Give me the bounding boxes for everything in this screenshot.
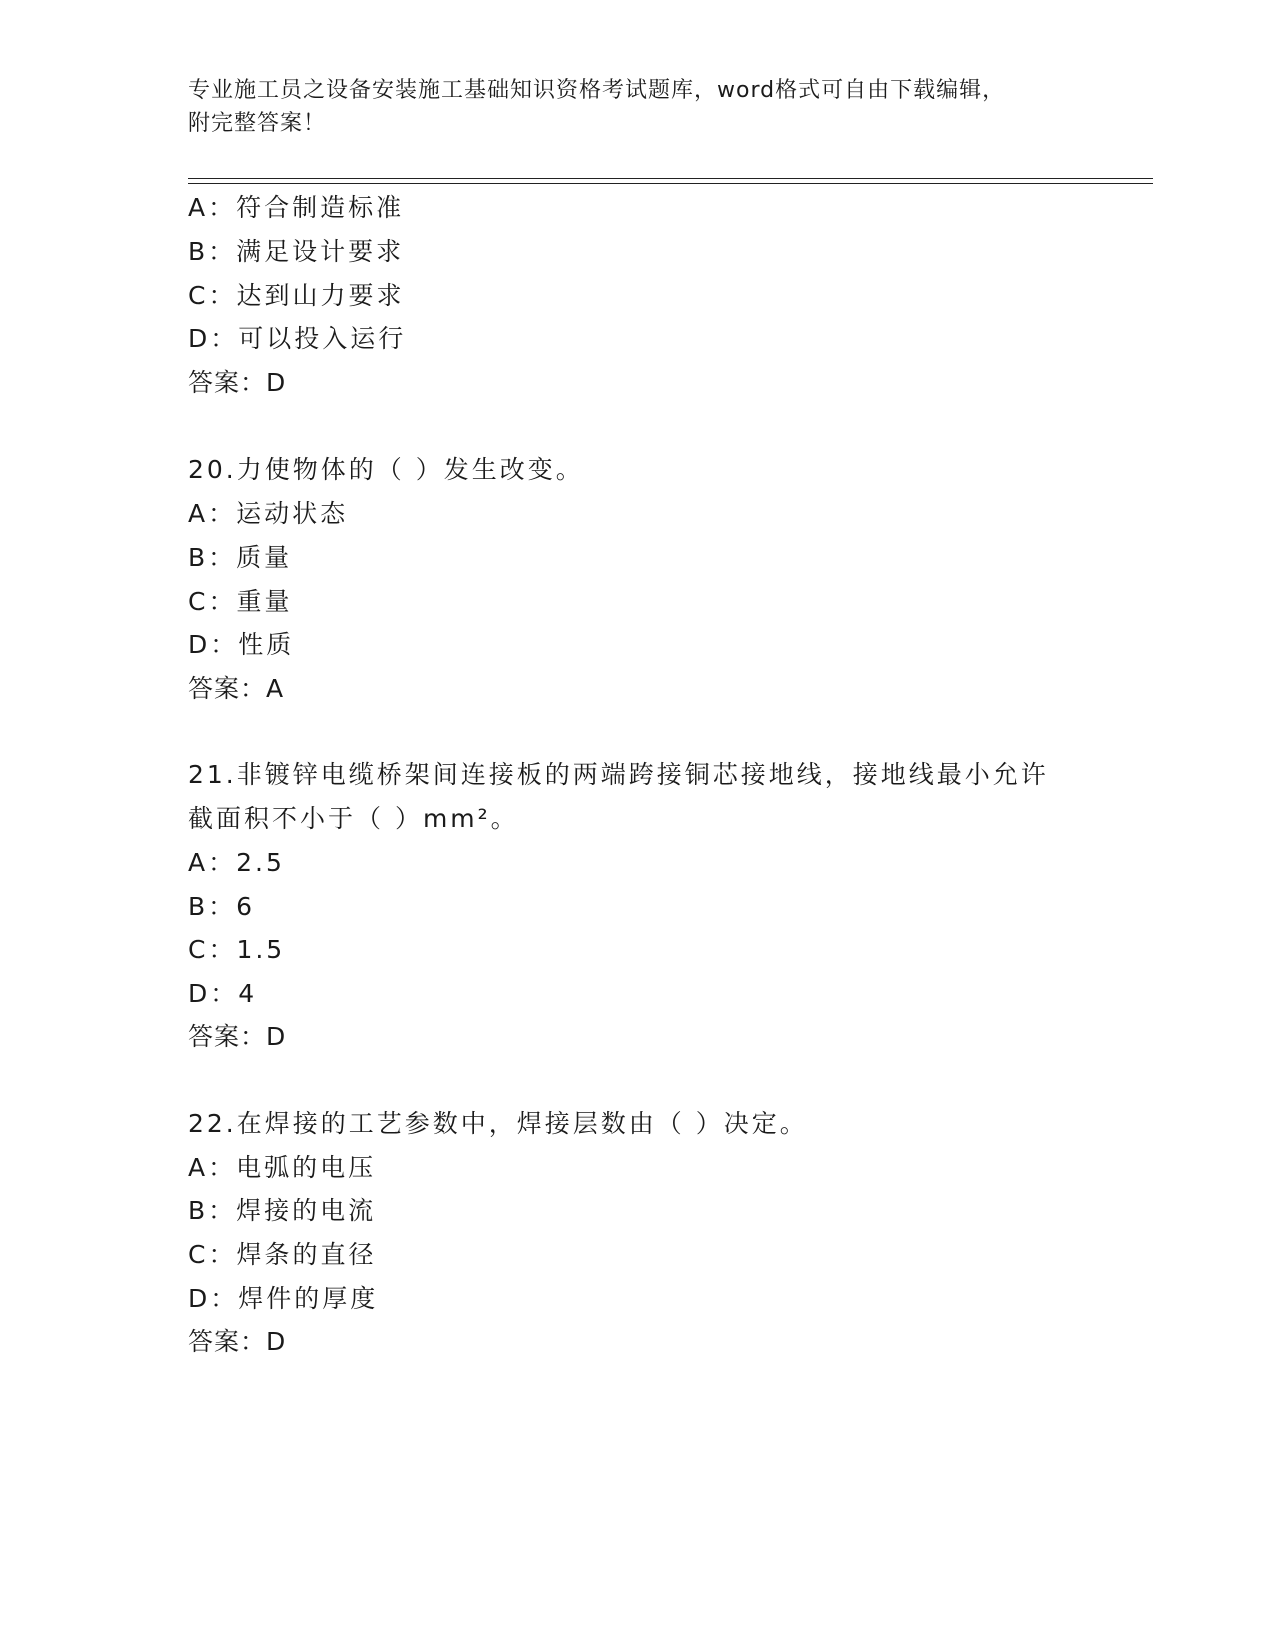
header-line-1: 专业施工员之设备安装施工基础知识资格考试题库，word格式可自由下载编辑，: [188, 78, 1006, 103]
document-header: [188, 74, 1088, 140]
q20-option-c: C：重量: [188, 587, 293, 616]
header-divider-bottom: [188, 183, 1153, 184]
q21-question-line-2: 截面积不小于（ ）mm²。: [188, 804, 519, 833]
q19-option-c: C：达到山力要求: [188, 281, 405, 310]
q20-question: 20.力使物体的（ ）发生改变。: [188, 455, 584, 484]
q20-answer: 答案：A: [188, 674, 285, 703]
q21-question-line-1: 21.非镀锌电缆桥架间连接板的两端跨接铜芯接地线，接地线最小允许: [188, 760, 1049, 789]
q22-option-c: C：焊条的直径: [188, 1240, 377, 1269]
q19-answer: 答案：D: [188, 368, 287, 397]
header-line-2: 附完整答案！: [188, 111, 327, 136]
q19-option-b: B：满足设计要求: [188, 237, 405, 266]
q21-option-b: B：6: [188, 892, 256, 921]
q21-option-c: C：1.5: [188, 935, 286, 964]
q20-option-b: B：质量: [188, 543, 293, 572]
q22-option-b: B：焊接的电流: [188, 1196, 377, 1225]
header-divider-top: [188, 178, 1153, 179]
q21-option-d: D：4: [188, 979, 258, 1008]
q22-option-d: D：焊件的厚度: [188, 1284, 379, 1313]
q22-option-a: A：电弧的电压: [188, 1153, 377, 1182]
q20-option-d: D：性质: [188, 630, 295, 659]
q21-answer: 答案：D: [188, 1022, 287, 1051]
q22-question: 22.在焊接的工艺参数中，焊接层数由（ ）决定。: [188, 1109, 808, 1138]
q22-answer: 答案：D: [188, 1327, 287, 1356]
q21-option-a: A：2.5: [188, 848, 285, 877]
q19-option-d: D：可以投入运行: [188, 324, 407, 353]
q19-option-a: A：符合制造标准: [188, 193, 405, 222]
q20-option-a: A：运动状态: [188, 499, 349, 528]
